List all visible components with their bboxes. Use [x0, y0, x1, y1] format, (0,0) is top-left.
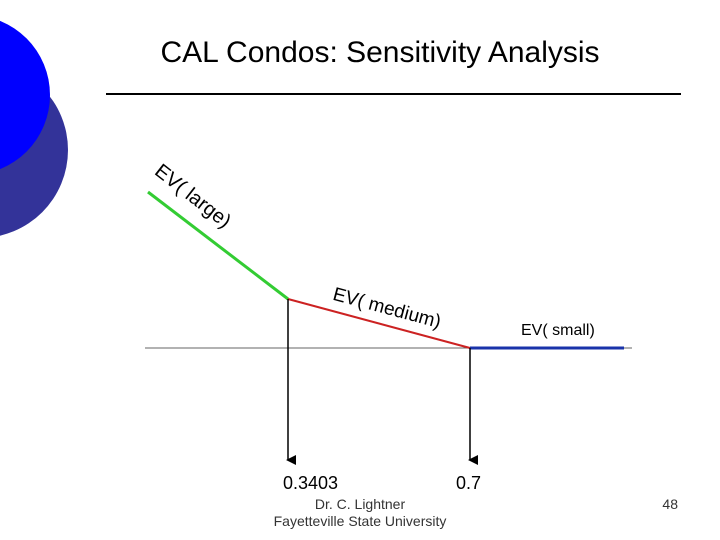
label-ev-small: EV( small)	[521, 322, 595, 339]
slide-title: CAL Condos: Sensitivity Analysis	[160, 36, 600, 69]
breakpoint-1-value: 0.3403	[283, 473, 339, 493]
label-ev-large: EV( large)	[150, 160, 235, 233]
footer	[260, 496, 460, 530]
page-number: 48	[662, 496, 678, 512]
footer-institution: Fayetteville State University	[273, 513, 447, 529]
label-ev-medium: EV( medium)	[330, 284, 444, 333]
breakpoint-2-value: 0.7	[456, 473, 482, 493]
footer-author: Dr. C. Lightner	[314, 496, 406, 512]
